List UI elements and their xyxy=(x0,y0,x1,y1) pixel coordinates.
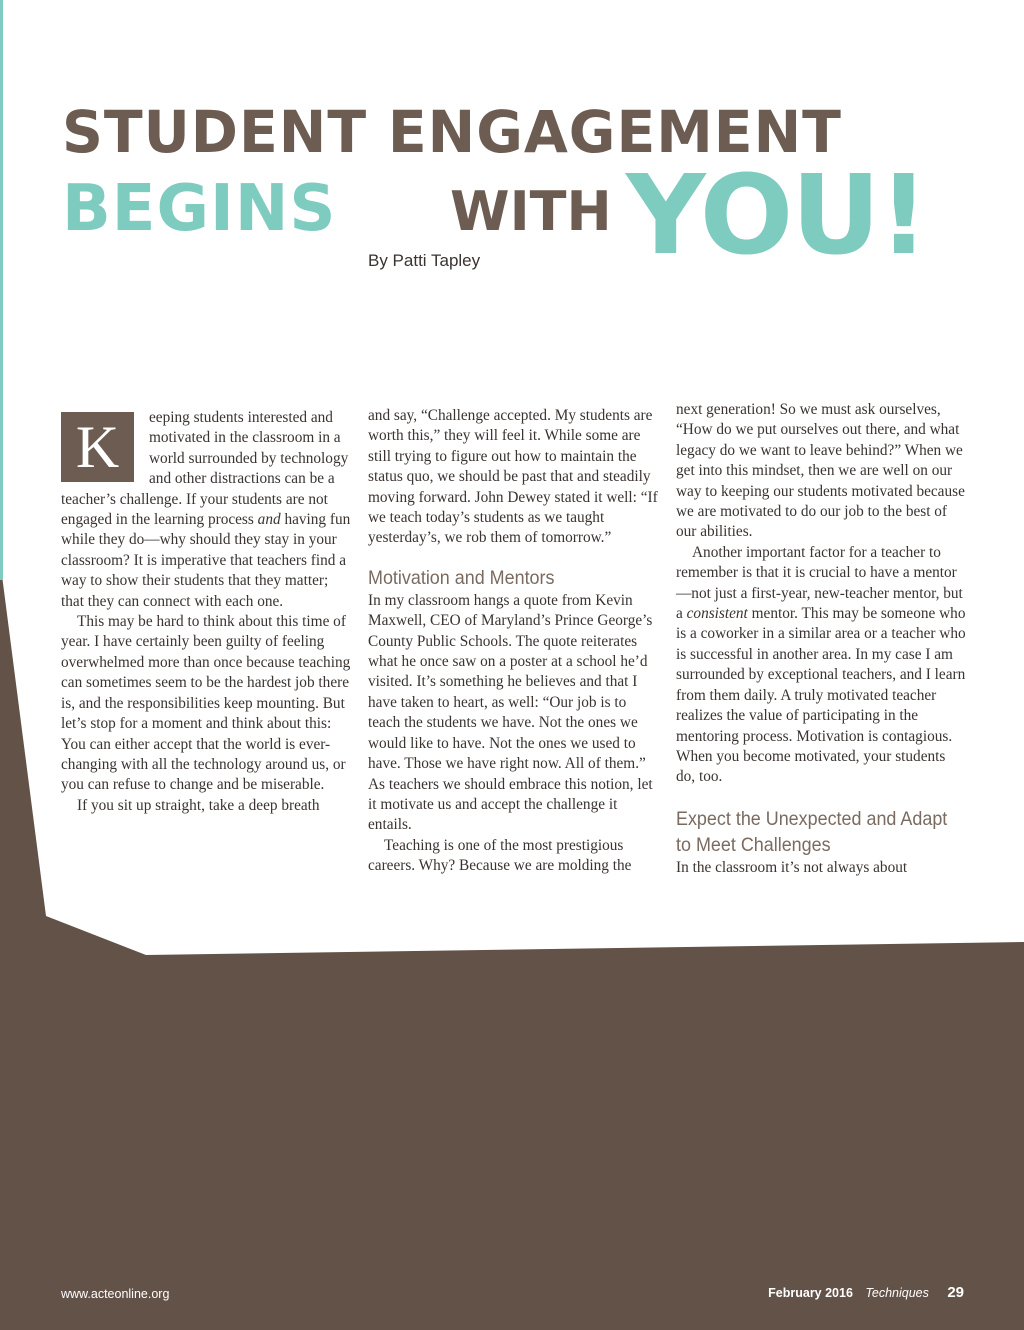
footer-magazine-name: Techniques xyxy=(865,1286,929,1300)
footer-folio xyxy=(768,1284,964,1302)
article-column-2 xyxy=(368,406,660,877)
paragraph: This may be hard to think about this time of year. I have certainly been guilty of feeling overwhelmed more than once because teaching can sometimes seem to be the hardest job there is, and the responsibilities keep mounting. But let’s stop for a moment and think about this: You can either accept that the world is ever-changing with all the technology around us, or you can refuse to change and be miserable. xyxy=(61,613,351,794)
article-column-3 xyxy=(676,400,966,878)
byline: By Patti Tapley xyxy=(368,251,481,270)
title-begins: BEGINS xyxy=(62,172,337,246)
article-column-1 xyxy=(61,408,353,816)
page-number: 29 xyxy=(947,1284,964,1301)
drop-cap: K xyxy=(61,412,134,482)
title-you: YOU! xyxy=(626,151,927,279)
paragraph: Another important factor for a teacher to remember is that it is crucial to have a mentor—not just a first-year, new-teacher mentor, but a consistent mentor. This may be someone who is a coworker in a similar area or a teacher who is successful in another area. In my case I am surrounded by exceptional teachers, and I learn from them daily. A truly motivated teacher realizes the value of participating in the mentoring process. Motivation is contagious. When you become motivated, your students do, too. xyxy=(676,543,966,786)
title-with: WITH xyxy=(450,180,612,243)
paragraph: In the classroom it’s not always about xyxy=(676,858,908,876)
paragraph: Teaching is one of the most prestigious careers. Why? Because we are molding the xyxy=(368,836,632,875)
paragraph: If you sit up straight, take a deep breath xyxy=(77,796,320,814)
title-student-engagement: STUDENT ENGAGEMENT xyxy=(62,98,842,166)
paragraph: and say, “Challenge accepted. My students are worth this,” they will feel it. While some are still trying to figure out how to maintain the status quo, we should be past that and steadily moving forward. John Dewey stated it well: “If we teach today’s students as we taught yesterday’s, we rob them of tomorrow.” xyxy=(368,407,658,547)
paragraph: eeping students interested and motivated in the classroom in a world surrounded by technology and other distractions can be a teacher’s challenge. If your students are not engaged in the learning process and having fun while they do—why should they stay in your classroom? It is imperative that teachers find a way to show their students that they matter; that they can connect with each one. xyxy=(61,409,351,610)
paragraph: next generation! So we must ask ourselves, “How do we put ourselves out there, and what legacy do we want to leave behind?” When we get into this mindset, then we are well on our way to keeping our students motivated because we are motivated to do our job to the best of our abilities. xyxy=(676,401,965,541)
footer-date: February 2016 xyxy=(768,1286,853,1300)
paragraph: In my classroom hangs a quote from Kevin Maxwell, CEO of Maryland’s Prince George’s County Public Schools. The quote reiterates what he once saw on a poster at a school he’d visited. It’s something he believes and that I have taken to heart, as well: “Our job is to teach the students we have. Not the ones we would like to have. Not the ones we used to have. Those we have right now. All of them.” As teachers we should embrace this notion, let it motivate us and accept the challenge it entails. xyxy=(368,591,653,834)
subhead-expect-the-unexpected: Expect the Unexpected and Adapt to Meet Challenges xyxy=(676,807,948,856)
footer-url: www.acteonline.org xyxy=(61,1287,170,1301)
teal-edge-rule xyxy=(0,0,3,580)
subhead-motivation-and-mentors: Motivation and Mentors xyxy=(368,566,555,589)
